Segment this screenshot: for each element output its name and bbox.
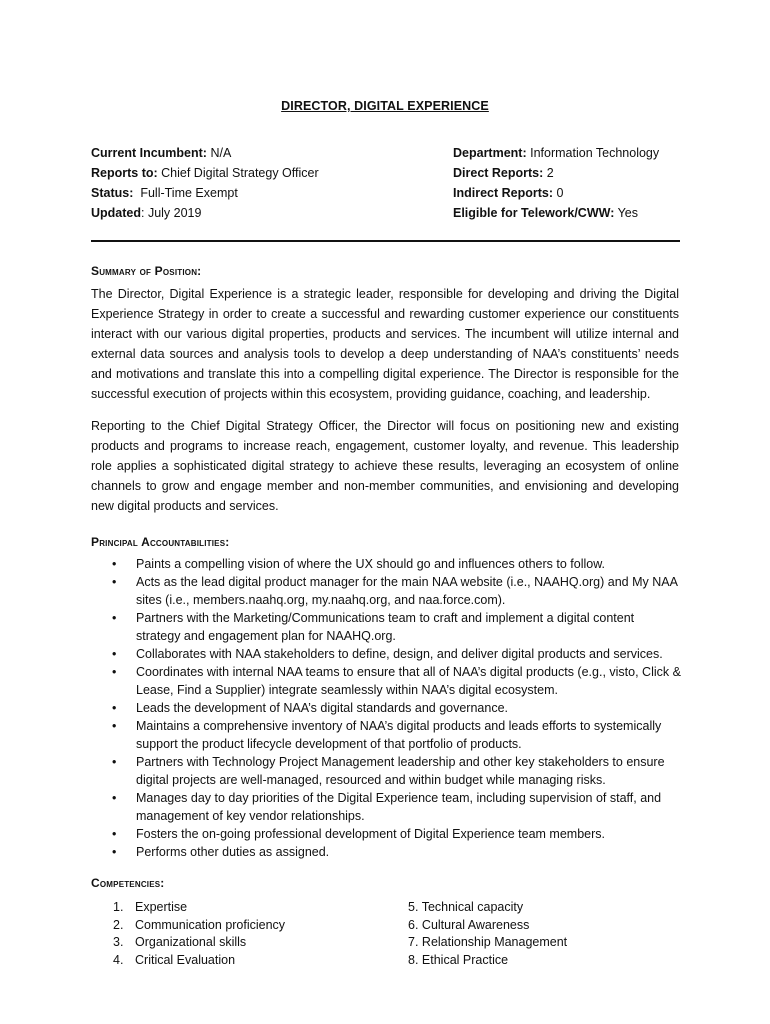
meta-department bbox=[453, 143, 659, 163]
meta-label: Indirect Reports: bbox=[453, 186, 554, 200]
meta-current-incumbent bbox=[91, 143, 319, 163]
meta-label: Reports to: bbox=[91, 166, 158, 180]
meta-value: N/A bbox=[210, 146, 232, 160]
bullet-icon: • bbox=[112, 755, 117, 769]
list-item: • Fosters the on-going professional development of Digital Experience team members. bbox=[112, 827, 605, 841]
meta-telework bbox=[453, 203, 659, 223]
accountabilities-list bbox=[91, 555, 681, 861]
meta-value: 0 bbox=[556, 186, 564, 200]
list-item: • Maintains a comprehensive inventory of NAA’s digital products and leads efforts to systemically support the product lifecycle development of that portfolio of products. bbox=[112, 719, 662, 751]
summary-paragraph-1: The Director, Digital Experience is a strategic leader, responsible for developing and driving the Digital Experience Strategy in order to create a successful and rewarding customer experience our constituents interact with our various digital properties, products and services. The incumbent will utilize internal and external data sources and analysis tools to develop a deep understanding of NAA’s constituents’ needs and motivations and translate this into a compelling digital experience. The Director is responsible for the successful execution of projects within this ecosystem, providing guidance, coaching, and leadership. bbox=[91, 287, 679, 401]
bullet-icon: • bbox=[112, 701, 117, 715]
list-item: • Performs other duties as assigned. bbox=[112, 845, 330, 859]
meta-direct-reports bbox=[453, 163, 659, 183]
meta-label: Department: bbox=[453, 146, 527, 160]
meta-label: Direct Reports: bbox=[453, 166, 544, 180]
bullet-icon: • bbox=[112, 575, 117, 589]
bullet-icon: • bbox=[112, 665, 117, 679]
summary-paragraph-2: Reporting to the Chief Digital Strategy Officer, the Director will focus on positioning new and existing products and programs to increase reach, engagement, customer loyalty, and revenue. This leadership role applies a sophisticated digital strategy to achieve these results, leveraging an ecosystem of online channels to grow and engage member and non-member communities, and envisioning and developing new digital products and services. bbox=[91, 419, 679, 513]
meta-value: Information Technology bbox=[530, 146, 660, 160]
meta-value: Full-Time Exempt bbox=[140, 186, 238, 200]
list-item: 4. Critical Evaluation bbox=[113, 952, 236, 967]
list-item: • Partners with Technology Project Management leadership and other key stakeholders to ensure digital projects are well-managed, resourced and within budget while managing risks. bbox=[112, 755, 665, 787]
bullet-icon: • bbox=[112, 557, 117, 571]
list-item: • Manages day to day priorities of the Digital Experience team, including supervision of staff, and management of key vendor relationships. bbox=[112, 791, 662, 823]
list-item: • Paints a compelling vision of where the UX should go and influences others to follow. bbox=[112, 557, 606, 571]
list-item: • Acts as the lead digital product manager for the main NAA website (i.e., NAAHQ.org) and My NAA sites (i.e., members.naahq.org, my.naahq.org, and naa.force.com). bbox=[112, 575, 678, 607]
meta-right-block bbox=[453, 143, 659, 223]
list-item: 5. Technical capacity bbox=[408, 900, 524, 914]
header-divider bbox=[91, 240, 680, 242]
meta-updated bbox=[91, 203, 319, 223]
list-item: 3. Organizational skills bbox=[113, 935, 247, 949]
list-item: 1. Expertise bbox=[113, 900, 188, 914]
list-item: • Leads the development of NAA’s digital standards and governance. bbox=[112, 701, 509, 715]
bullet-icon: • bbox=[112, 647, 117, 661]
meta-label: Current Incumbent: bbox=[91, 146, 207, 160]
accountabilities-heading: Principal Accountabilities: bbox=[91, 535, 230, 549]
bullet-icon: • bbox=[112, 845, 117, 859]
list-item: • Partners with the Marketing/Communications team to craft and implement a digital content strategy and engagement plan for NAAHQ.org. bbox=[112, 611, 635, 643]
meta-label: Updated bbox=[91, 206, 141, 220]
list-item: 8. Ethical Practice bbox=[408, 952, 509, 967]
document-title: DIRECTOR, DIGITAL EXPERIENCE bbox=[281, 99, 489, 113]
list-item: • Collaborates with NAA stakeholders to define, design, and deliver digital products and services. bbox=[112, 647, 663, 661]
meta-left-block bbox=[91, 143, 319, 223]
meta-value: : July 2019 bbox=[141, 206, 202, 220]
bullet-icon: • bbox=[112, 827, 117, 841]
meta-indirect-reports bbox=[453, 183, 659, 203]
competencies-heading: Competencies: bbox=[91, 876, 165, 890]
meta-value: Chief Digital Strategy Officer bbox=[161, 166, 319, 180]
meta-value: 2 bbox=[546, 166, 554, 180]
list-item: 7. Relationship Management bbox=[408, 935, 568, 949]
list-item: 6. Cultural Awareness bbox=[408, 917, 530, 932]
meta-status bbox=[91, 183, 319, 203]
list-item: • Coordinates with internal NAA teams to ensure that all of NAA’s digital products (e.g., visto, Click & Lease, Find a Supplier) integrate seamlessly within NAA’s digital ecosystem. bbox=[112, 665, 681, 697]
summary-heading: Summary of Position: bbox=[91, 264, 202, 278]
meta-label: Eligible for Telework/CWW: bbox=[453, 206, 615, 220]
meta-label: Status: bbox=[91, 186, 134, 200]
competencies-list-right bbox=[408, 899, 567, 969]
bullet-icon: • bbox=[112, 611, 117, 625]
competencies-list-left bbox=[113, 899, 285, 969]
bullet-icon: • bbox=[112, 719, 117, 733]
meta-reports-to bbox=[91, 163, 319, 183]
bullet-icon: • bbox=[112, 791, 117, 805]
meta-value: Yes bbox=[617, 206, 639, 220]
list-item: 2. Communication proficiency bbox=[113, 917, 286, 932]
